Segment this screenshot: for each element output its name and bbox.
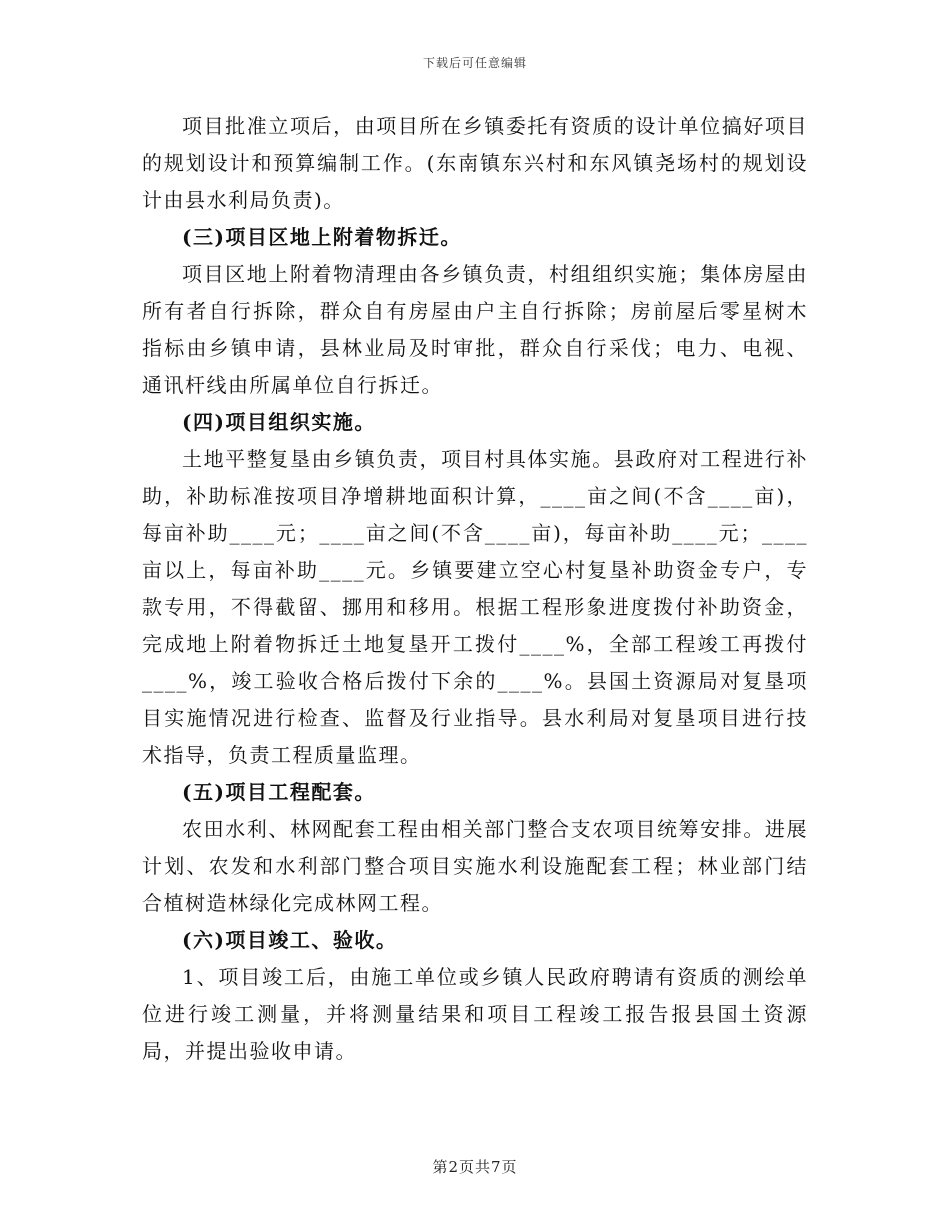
paragraph-implementation: 土地平整复垦由乡镇负责，项目村具体实施。县政府对工程进行补助，补助标准按项目净增耕地面积计算，____亩之间(不含____亩)，每亩补助____元；____亩之间(不含____亩)，每亩补助____元；____亩以上，每亩补助____元。乡镇要建立空心村复垦补助资金专户，专款专用，不得截留、挪用和移用。根据工程形象进度拨付补助资金，完成地上附着物拆迁土地复垦开工拨付____%，全部工程竣工再拨付____%，竣工验收合格后拨付下余的____%。县国土资源局对复垦项目实施情况进行检查、监督及行业指导。县水利局对复垦项目进行技术指导，负责工程质量监理。: [142, 447, 808, 767]
paragraph-acceptance: 1、项目竣工后，由施工单位或乡镇人民政府聘请有资质的测绘单位进行竣工测量，并将测量结果和项目工程竣工报告报县国土资源局，并提出验收申请。: [142, 965, 808, 1063]
page-header: 下载后可任意编辑: [422, 56, 527, 70]
section-heading-acceptance: (六)项目竣工、验收。: [182, 928, 398, 952]
section-heading-implementation: (四)项目组织实施。: [182, 410, 376, 434]
document-body: [142, 108, 808, 1070]
paragraph-planning: 项目批准立项后，由项目所在乡镇委托有资质的设计单位搞好项目的规划设计和预算编制工作。(东南镇东兴村和东风镇尧场村的规划设计由县水利局负责)。: [142, 114, 808, 212]
paragraph-supporting-works: 农田水利、林网配套工程由相关部门整合支农项目统筹安排。进展计划、农发和水利部门整合项目实施水利设施配套工程；林业部门结合植树造林绿化完成林网工程。: [142, 817, 808, 915]
section-heading-supporting-works: (五)项目工程配套。: [182, 780, 376, 804]
section-heading-demolition: (三)项目区地上附着物拆迁。: [182, 225, 462, 249]
paragraph-demolition: 项目区地上附着物清理由各乡镇负责，村组组织实施；集体房屋由所有者自行拆除，群众自有房屋由户主自行拆除；房前屋后零星树木指标由乡镇申请，县林业局及时审批，群众自行采伐；电力、电视、通讯杆线由所属单位自行拆迁。: [142, 262, 808, 397]
page-number: 第2页共7页: [432, 1158, 518, 1176]
